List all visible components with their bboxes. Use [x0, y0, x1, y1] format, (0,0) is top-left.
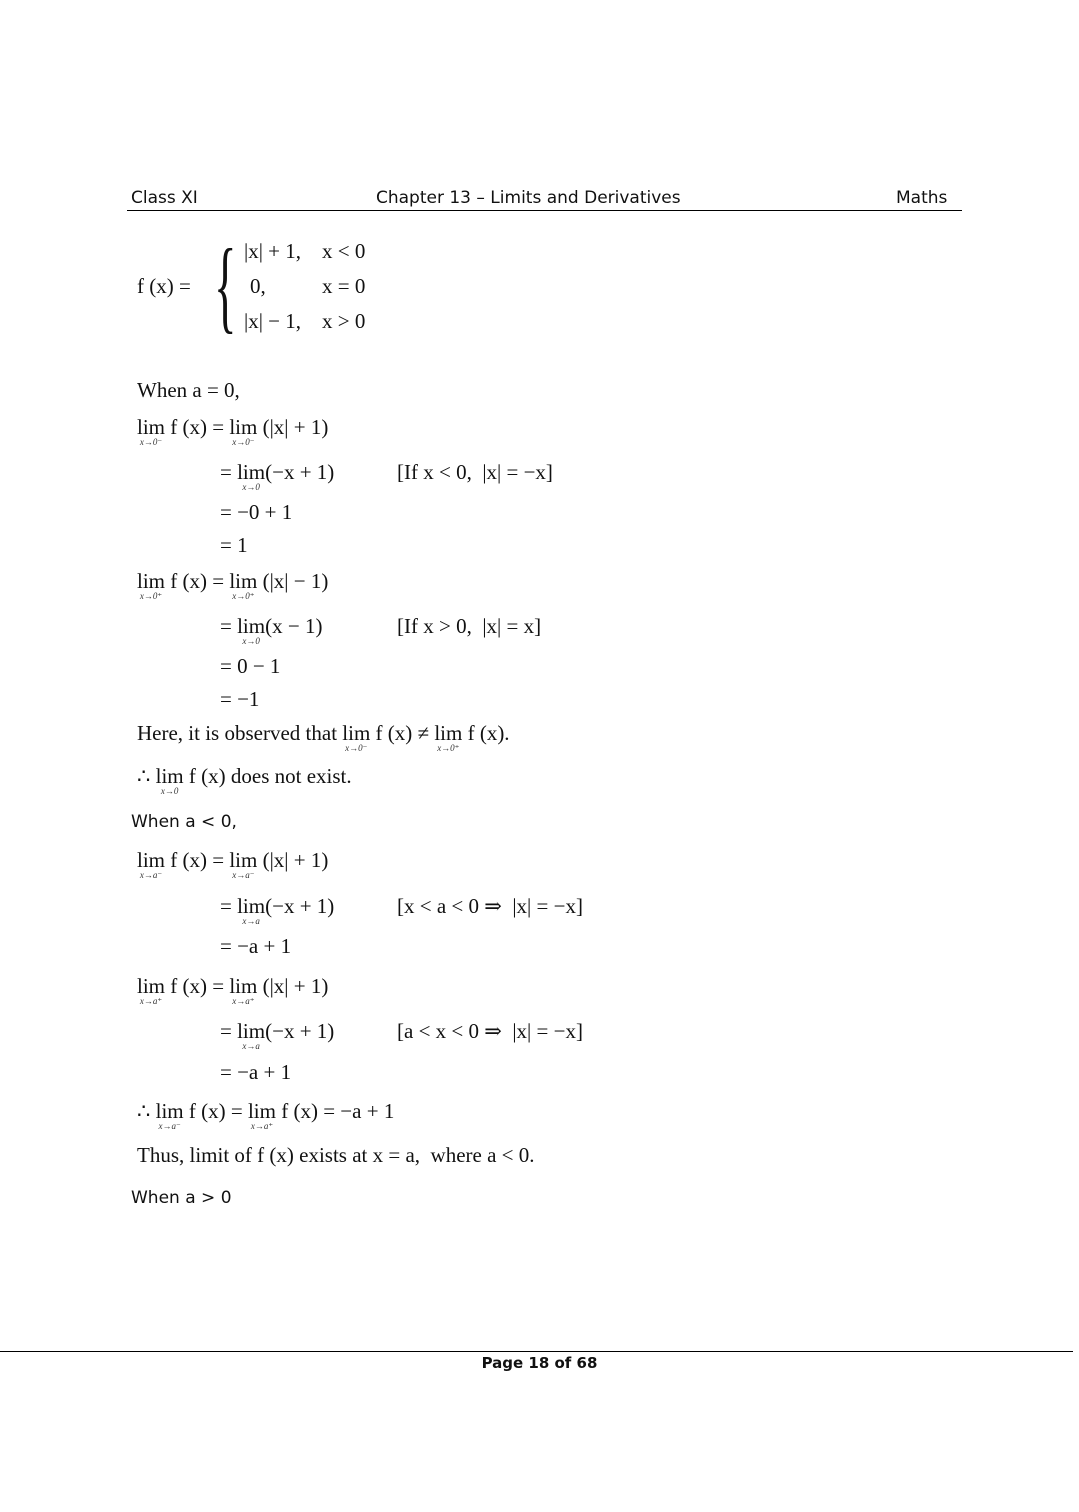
math-line — [397, 1021, 583, 1042]
math-text: (|x| + 1) — [257, 974, 329, 998]
math-text: Here, it is observed that — [137, 721, 343, 745]
lim-subscript: x→0⁺ — [139, 591, 163, 601]
math-line — [137, 721, 510, 753]
math-text: (|x| − 1) — [257, 569, 329, 593]
math-line — [220, 460, 335, 492]
math-line — [220, 535, 248, 556]
math-text: f (x). — [462, 721, 510, 745]
lim-label: lim — [342, 721, 371, 745]
lim-subscript: x→0 — [160, 786, 179, 796]
limit-operator — [237, 460, 266, 492]
math-text: f (x) = — [165, 569, 230, 593]
math-line — [137, 974, 329, 1006]
lim-subscript: x→0⁺ — [437, 743, 460, 753]
math-line — [397, 462, 553, 483]
math-line — [220, 894, 335, 926]
lim-subscript: x→a⁺ — [139, 996, 163, 1006]
limit-operator — [237, 1019, 266, 1051]
math-line — [137, 1145, 535, 1166]
piecewise-lhs: f (x) = — [137, 274, 191, 298]
math-text: = −a + 1 — [220, 934, 292, 958]
math-line — [220, 614, 323, 646]
math-text: f (x) = −a + 1 — [275, 1099, 395, 1123]
case-expr: |x| + 1, — [244, 239, 302, 263]
math-text: [If x < 0, |x| = −x] — [397, 460, 553, 484]
math-text: = −1 — [220, 687, 260, 711]
math-text: (−x + 1) — [265, 1019, 335, 1043]
math-line — [220, 502, 292, 523]
header-rule — [127, 210, 962, 211]
piecewise-brace: { — [214, 228, 237, 343]
math-line — [220, 689, 259, 710]
lim-subscript: x→0⁻ — [345, 743, 368, 753]
lim-subscript: x→a — [242, 916, 260, 926]
math-text: = — [220, 1019, 238, 1043]
lim-subscript: x→a⁺ — [250, 1121, 274, 1131]
math-line — [137, 848, 329, 880]
limit-operator — [137, 415, 166, 447]
math-line — [220, 936, 291, 957]
limit-operator — [229, 569, 258, 601]
lim-label: lim — [434, 721, 463, 745]
math-text: = — [220, 894, 238, 918]
math-text: f (x) = — [183, 1099, 248, 1123]
lim-subscript: x→0⁺ — [232, 591, 255, 601]
case-cond: x = 0 — [322, 274, 366, 298]
math-text: f (x) = — [165, 848, 230, 872]
lim-label: lim — [229, 974, 258, 998]
lim-subscript: x→a⁺ — [232, 996, 255, 1006]
lim-subscript: x→0⁻ — [139, 437, 163, 447]
math-text: = — [220, 614, 238, 638]
math-text: f (x) = — [165, 415, 230, 439]
lim-label: lim — [237, 1019, 266, 1043]
math-line — [397, 896, 583, 917]
math-text: = — [220, 460, 238, 484]
lim-label: lim — [155, 764, 184, 788]
case-cond: x < 0 — [322, 239, 366, 263]
math-text: When a = 0, — [137, 378, 240, 402]
math-text: Thus, limit of f (x) exists at x = a, where a < 0. — [137, 1143, 535, 1167]
limit-operator — [434, 721, 463, 753]
limit-operator — [155, 1099, 184, 1131]
case-cond: x > 0 — [322, 309, 366, 333]
math-line — [137, 380, 240, 401]
math-text: ∴ — [137, 764, 156, 788]
limit-operator — [229, 415, 258, 447]
lim-label: lim — [237, 614, 266, 638]
page-number: Page 18 of 68 — [481, 1354, 598, 1372]
limit-operator — [137, 848, 166, 880]
math-line — [137, 1099, 395, 1131]
lim-label: lim — [229, 569, 258, 593]
header-chapter: Chapter 13 – Limits and Derivatives — [376, 188, 681, 208]
lim-label: lim — [137, 415, 166, 439]
math-line — [137, 764, 352, 796]
header-class: Class XI — [131, 188, 198, 208]
footer-rule — [0, 1351, 1073, 1352]
math-text: ∴ — [137, 1099, 156, 1123]
limit-operator — [237, 614, 266, 646]
limit-operator — [229, 974, 258, 1006]
math-text: f (x) does not exist. — [183, 764, 352, 788]
math-text: = −0 + 1 — [220, 500, 293, 524]
math-line — [397, 616, 541, 637]
heading-a-positive: When a > 0 — [131, 1188, 232, 1208]
lim-label: lim — [229, 415, 258, 439]
limit-operator — [155, 764, 184, 796]
math-text: f (x) ≠ — [370, 721, 435, 745]
lim-subscript: x→0 — [242, 482, 260, 492]
math-line — [220, 656, 280, 677]
math-text: (−x + 1) — [265, 894, 335, 918]
math-text: f (x) = — [165, 974, 230, 998]
lim-label: lim — [237, 460, 266, 484]
math-line — [220, 1019, 335, 1051]
math-text: [If x > 0, |x| = x] — [397, 614, 542, 638]
heading-a-negative: When a < 0, — [131, 812, 237, 832]
math-text: [a < x < 0 ⇒ |x| = −x] — [397, 1019, 583, 1043]
lim-subscript: x→a⁻ — [139, 870, 163, 880]
header-subject: Maths — [896, 188, 948, 208]
math-text: = 0 − 1 — [220, 654, 281, 678]
lim-label: lim — [229, 848, 258, 872]
lim-label: lim — [237, 894, 266, 918]
lim-subscript: x→a⁻ — [232, 870, 255, 880]
math-line — [137, 569, 329, 601]
limit-operator — [137, 569, 166, 601]
lim-subscript: x→a — [242, 1041, 260, 1051]
lim-subscript: x→0 — [242, 636, 260, 646]
math-text: (−x + 1) — [265, 460, 335, 484]
lim-label: lim — [247, 1099, 276, 1123]
limit-operator — [247, 1099, 276, 1131]
limit-operator — [342, 721, 371, 753]
math-text: = 1 — [220, 533, 248, 557]
lim-subscript: x→a⁻ — [158, 1121, 181, 1131]
math-line — [137, 415, 329, 447]
math-line — [220, 1062, 291, 1083]
lim-subscript: x→0⁻ — [232, 437, 255, 447]
case-expr: |x| − 1, — [244, 309, 302, 333]
limit-operator — [237, 894, 266, 926]
lim-label: lim — [137, 974, 166, 998]
math-text: (x − 1) — [265, 614, 323, 638]
math-text: (|x| + 1) — [257, 848, 329, 872]
case-expr: 0, — [250, 274, 266, 298]
lim-label: lim — [137, 848, 166, 872]
lim-label: lim — [137, 569, 166, 593]
limit-operator — [229, 848, 258, 880]
math-text: = −a + 1 — [220, 1060, 292, 1084]
math-text: [x < a < 0 ⇒ |x| = −x] — [397, 894, 583, 918]
lim-label: lim — [155, 1099, 184, 1123]
limit-operator — [137, 974, 166, 1006]
math-text: (|x| + 1) — [257, 415, 329, 439]
